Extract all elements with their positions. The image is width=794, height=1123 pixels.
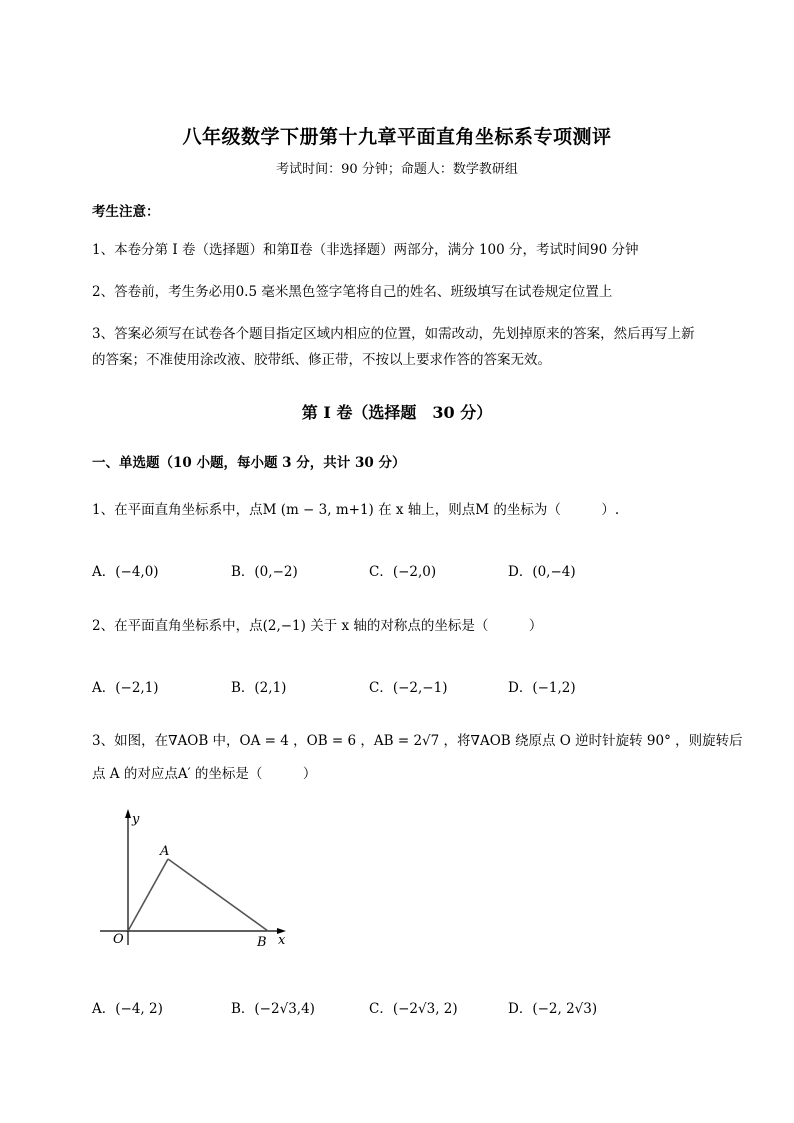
triangle-figure [100,805,300,955]
exam-subtitle: 考试时间：90 分钟；命题人：数学教研组 [276,162,518,177]
question-3-option-d[interactable]: D．(−2, 2√3) [508,1001,598,1017]
notes-heading: 考生注意： [92,204,160,220]
question-1-option-b[interactable]: B．(0,−2) [231,564,298,580]
question-1-option-a[interactable]: A．(−4,0) [92,564,159,580]
y-axis-label: y [132,812,140,827]
section-title: 第 I 卷（选择题 30 分） [301,403,493,422]
question-1-stem: 1、在平面直角坐标系中，点M (m − 3, m+1) 在 x 轴上，则点M 的坐标为（ ）. [92,502,620,518]
question-3-option-c[interactable]: C．(−2√3, 2) [369,1001,458,1017]
question-1-option-c[interactable]: C．(−2,0) [369,564,437,580]
segment-oa [128,859,168,931]
part-heading: 一、单选题（10 小题，每小题 3 分，共计 30 分） [92,455,406,471]
point-b-label: B [257,935,267,950]
origin-label: O [113,932,124,947]
page-title: 八年级数学下册第十九章平面直角坐标系专项测评 [182,126,612,148]
note-item: 1、本卷分第 I 卷（选择题）和第Ⅱ卷（非选择题）两部分，满分 100 分，考试时间90 分钟 [92,242,639,258]
point-a-label: A [160,844,170,859]
question-3-option-b[interactable]: B．(−2√3,4) [231,1001,315,1017]
y-axis-arrow-icon [125,809,131,818]
note-item: 2、答卷前，考生务必用0.5 毫米黑色签字笔将自己的姓名、班级填写在试卷规定位置上 [92,284,613,300]
segment-ab [168,859,268,931]
question-2-option-d[interactable]: D．(−1,2) [508,680,576,696]
question-2-option-b[interactable]: B．(2,1) [231,680,287,696]
note-item: 3、答案必须写在试卷各个题目指定区域内相应的位置，如需改动，先划掉原来的答案，然后再写上新 [92,326,695,342]
note-item-continued: 的答案；不准使用涂改液、胶带纸、修正带，不按以上要求作答的答案无效。 [92,352,551,368]
x-axis-label: x [278,933,286,948]
question-2-option-c[interactable]: C．(−2,−1) [369,680,448,696]
question-3-stem-continued: 点 A 的对应点A′ 的坐标是（ ） [92,766,317,782]
question-1-option-d[interactable]: D．(0,−4) [508,564,576,580]
question-2-stem: 2、在平面直角坐标系中，点(2,−1) 关于 x 轴的对称点的坐标是（ ） [92,618,543,634]
question-3-option-a[interactable]: A．(−4, 2) [92,1001,163,1017]
question-2-option-a[interactable]: A．(−2,1) [92,680,159,696]
question-3-stem: 3、如图，在∇AOB 中，OA = 4 ，OB = 6 ，AB = 2√7 ，将∇AOB 绕原点 O 逆时针旋转 90° ，则旋转后 [92,733,743,749]
